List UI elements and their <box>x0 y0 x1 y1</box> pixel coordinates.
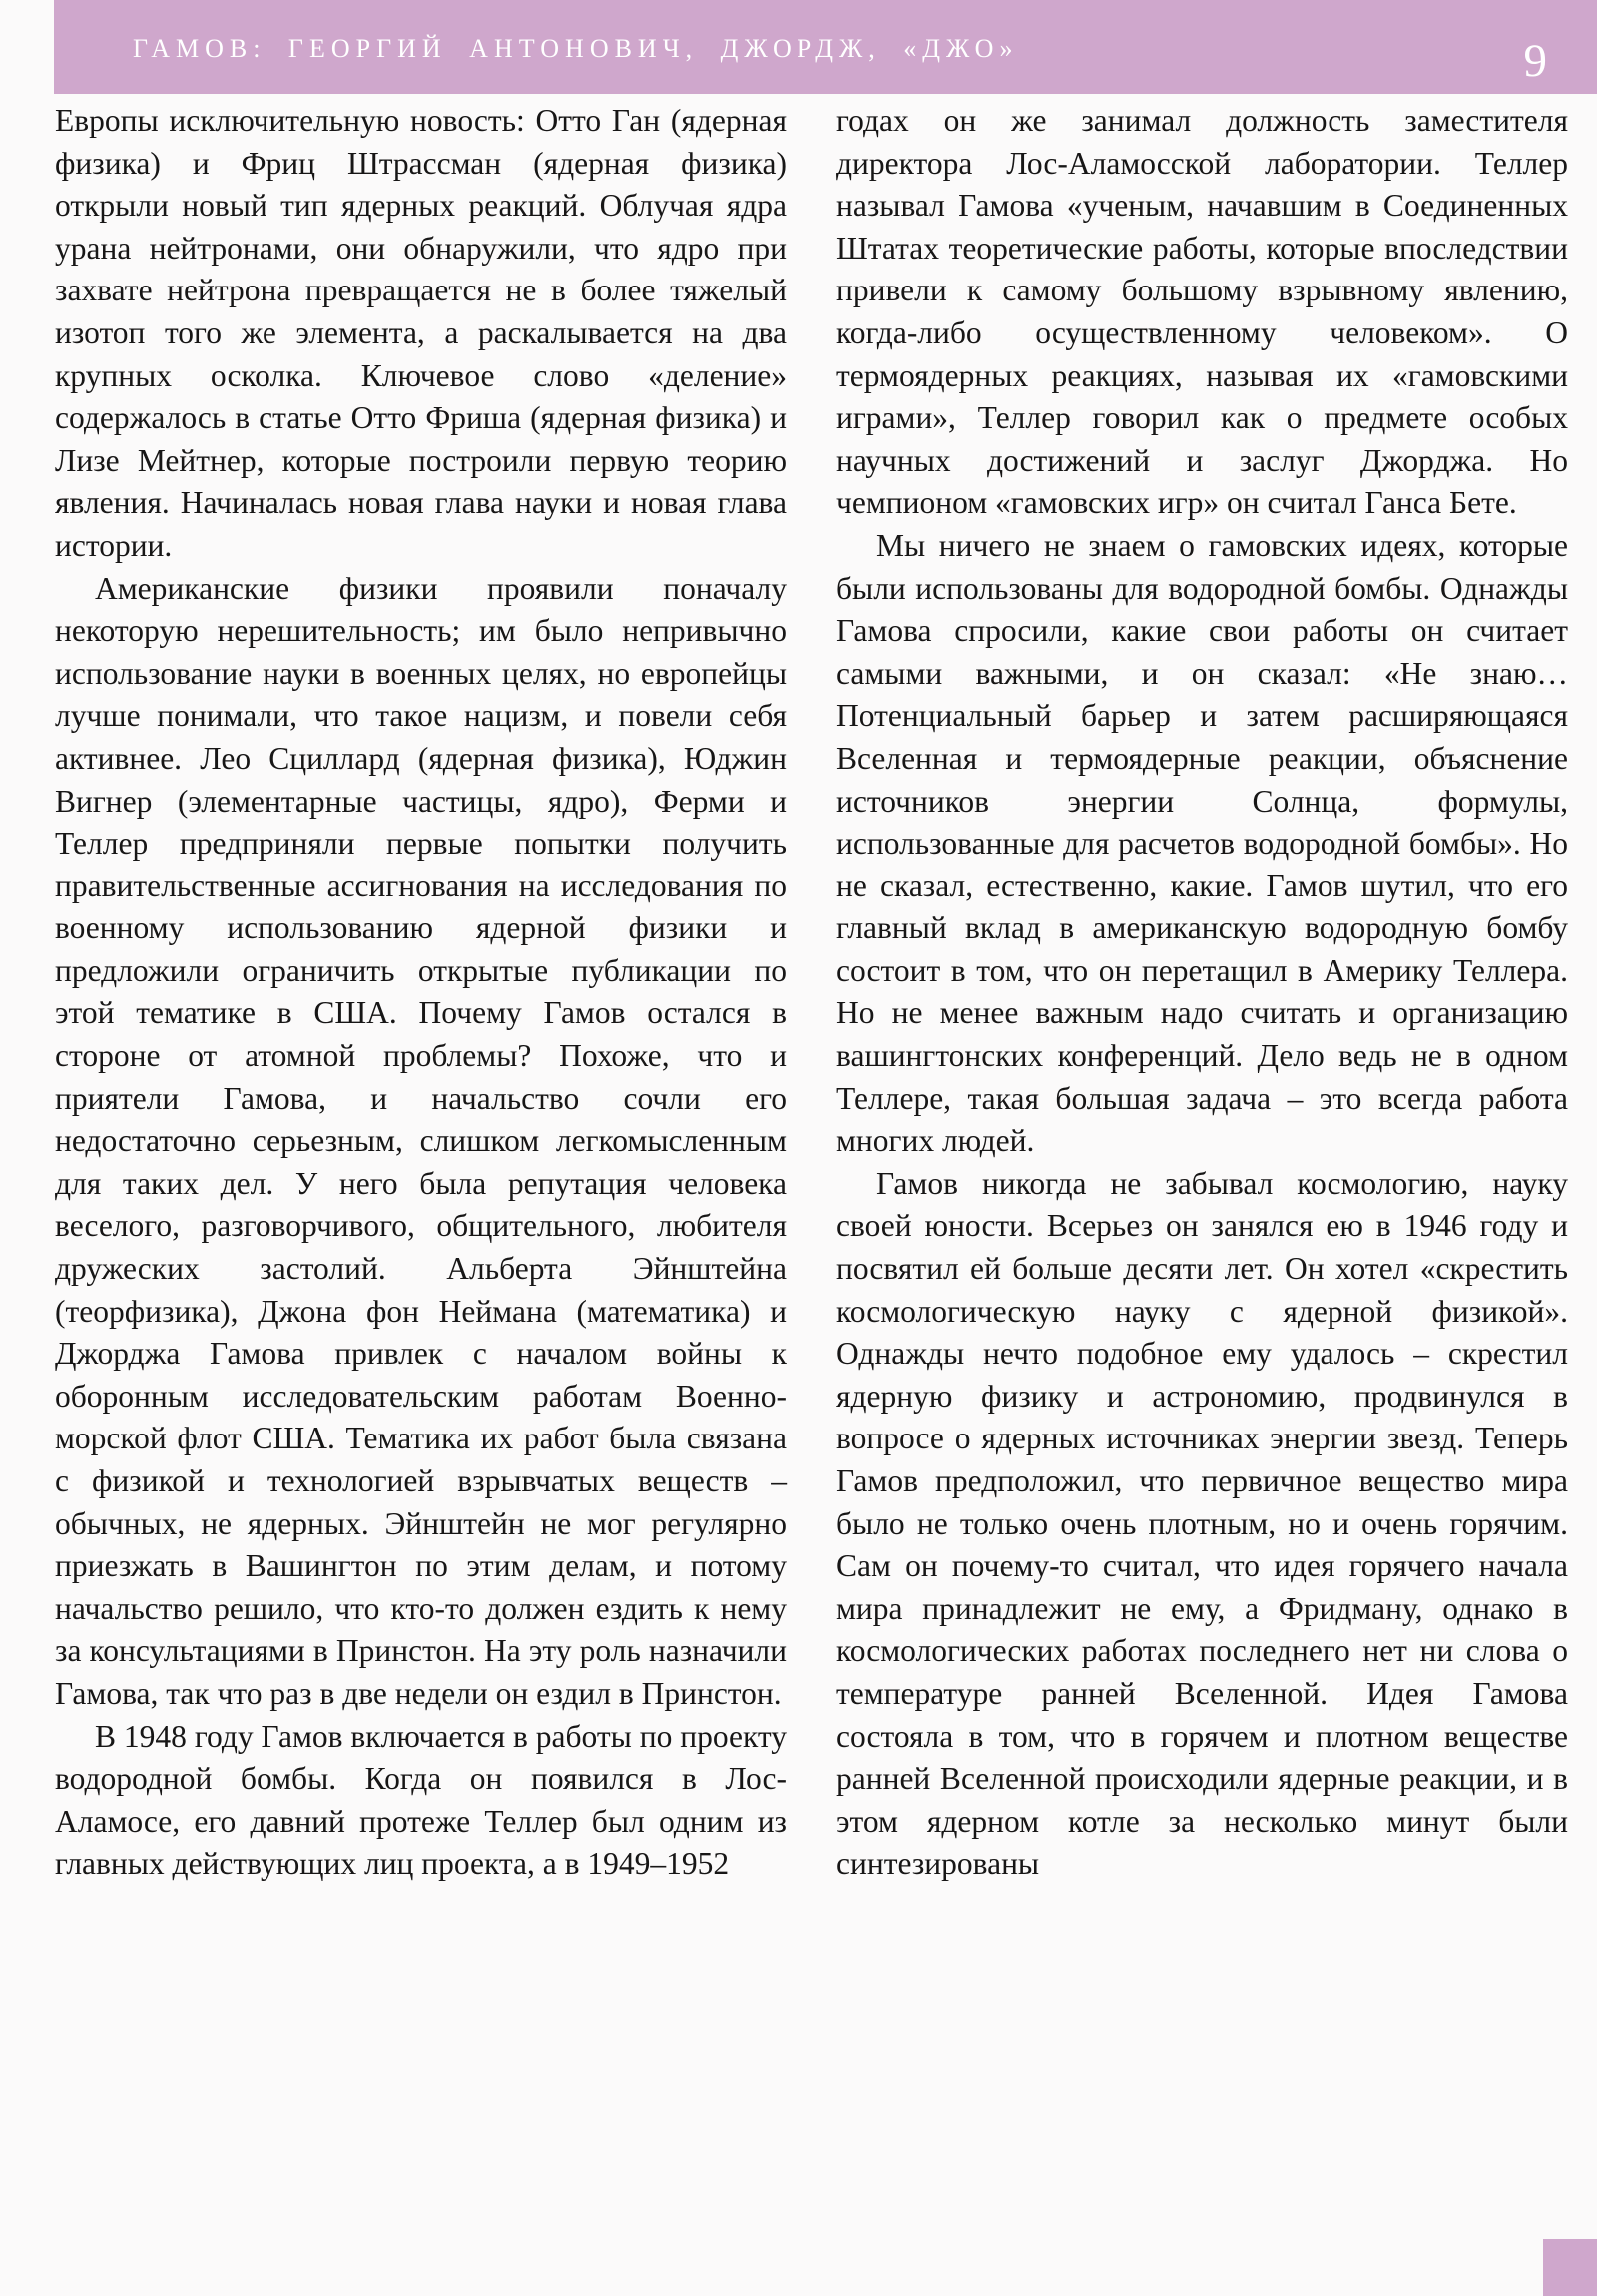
text-column-left <box>55 100 787 1886</box>
page-number: 9 <box>1523 35 1547 87</box>
paragraph: годах он же занимал должность заместителя директора Лос-Аламосской лаборатории. Теллер называл Гамова «ученым, начавшим в Соединенных Штатах теоретические работы, которые впоследствии привели к самому большому взрывному явлению, когда-либо осуществленному человеком». О термоядерных реакциях, называя их «гамовскими играми», Теллер говорил как о предмете особых научных достижений и заслуг Джорджа. Но чемпионом «гамовских игр» он считал Ганса Бете. <box>836 103 1568 521</box>
corner-decoration <box>1543 2239 1597 2296</box>
text-column-right <box>836 100 1568 1886</box>
paragraph: Европы исключительную новость: Отто Ган (ядерная физика) и Фриц Штрассман (ядерная физика) открыли новый тип ядерных реакций. Облучая ядра урана нейтронами, они обнаружили, что ядро при захвате нейтрона превращается не в более тяжелый изотоп того же элемента, а раскалывается на два крупных осколка. Ключевое слово «деление» содержалось в статье Отто Фриша (ядерная физика) и Лизе Мейтнер, которые построили первую теорию явления. Начиналась новая глава науки и новая глава истории. <box>55 103 787 563</box>
paragraph: Гамов никогда не забывал космологию, науку своей юности. Всерьез он занялся ею в 1946 году и посвятил ей больше десяти лет. Он хотел «скрестить космологическую науку с ядерной физикой». Однажды нечто подобное ему удалось – скрестил ядерную физику и астрономию, продвинулся в вопросе о ядерных источниках энергии звезд. Теперь Гамов предположил, что первичное вещество мира было не только очень плотным, но и очень горячим. Сам он почему-то считал, что идея горячего начала мира принадлежит не ему, а Фридману, однако в космологических работах последнего нет ни слова о температуре ранней Вселенной. Идея Гамова состояла в том, что в горячем и плотном веществе ранней Вселенной происходили ядерные реакции, и в этом ядерном котле за несколько минут были синтезированы <box>836 1165 1568 1882</box>
paragraph: Мы ничего не знаем о гамовских идеях, которые были использованы для водородной бомбы. Однажды Гамова спросили, какие свои работы он считает самыми важными, и он сказал: «Не знаю… Потенциальный барьер и затем расширяющаяся Вселенная и термоядерные реакции, объяснение источников энергии Солнца, формулы, использованные для расчетов водородной бомбы». Но не сказал, естественно, какие. Гамов шутил, что его главный вклад в американскую водородную бомбу состоит в том, что он перетащил в Америку Теллера. Но не менее важным надо считать и организацию вашингтонских конференций. Дело ведь не в одном Теллере, такая большая задача – это всегда работа многих людей. <box>836 527 1568 1159</box>
running-head-bar <box>54 0 1597 94</box>
paragraph: Американские физики проявили поначалу некоторую нерешительность; им было непривычно использование науки в военных целях, но европейцы лучше понимали, что такое нацизм, и повели себя активнее. Лео Сциллард (ядерная физика), Юджин Вигнер (элементарные частицы, ядро), Ферми и Теллер предприняли первые попытки получить правительственные ассигнования на исследования по военному использованию ядерной физики и предложили ограничить открытые публикации по этой тематике в США. Почему Гамов остался в стороне от атомной проблемы? Похоже, что и приятели Гамова, и начальство сочли его недостаточно серьезным, слишком легкомысленным для таких дел. У него была репутация человека веселого, разговорчивого, общительного, любителя дружеских застолий. Альберта Эйнштейна (теорфизика), Джона фон Неймана (математика) и Джорджа Гамова привлек с началом войны к оборонным исследовательским работам Военно-морской флот США. Тематика их работ была связана с физикой и технологией взрывчатых веществ – обычных, не ядерных. Эйнштейн не мог регулярно приезжать в Вашингтон по этим делам, и потому начальство решило, что кто-то должен ездить к нему за консультациями в Принстон. На эту роль назначили Гамова, так что раз в две недели он ездил в Принстон. <box>55 570 787 1711</box>
paragraph: В 1948 году Гамов включается в работы по проекту водородной бомбы. Когда он появился в Лос-Аламосе, его давний протеже Теллер был одним из главных действующих лиц проекта, а в 1949–1952 <box>55 1718 787 1882</box>
running-head-title: ГАМОВ: ГЕОРГИЙ АНТОНОВИЧ, ДЖОРДЖ, «ДЖО» <box>133 34 1019 63</box>
